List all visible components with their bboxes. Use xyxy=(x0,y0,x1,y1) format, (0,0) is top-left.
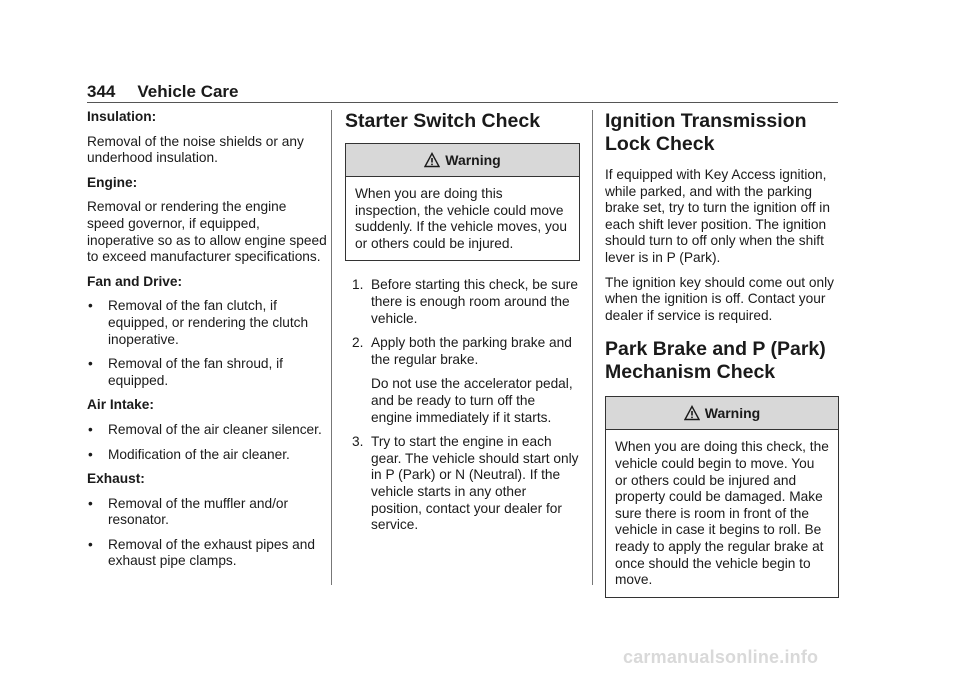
air-intake-heading: Air Intake: xyxy=(87,397,154,413)
warning-triangle-icon xyxy=(424,152,440,168)
insulation-heading: Insulation: xyxy=(87,109,157,124)
header-rule xyxy=(87,102,838,103)
list-item: 2. Apply both the parking brake and the regular brake. xyxy=(352,335,572,367)
ignition-paragraph-1: If equipped with Key Access ignition, while parked, and with the parking brake set, try to turn the ignition off in each shift lever position. The ignition should turn to off only when the shift lever is in P (Park). xyxy=(605,167,830,265)
park-brake-title: Park Brake and P (Park) Mechanism Check xyxy=(605,338,826,384)
starter-switch-title: Starter Switch Check xyxy=(345,110,541,132)
list-item: • Removal of the exhaust pipes and exhaust pipe clamps. xyxy=(88,536,315,569)
list-item: • Removal of the muffler and/or resonator. xyxy=(88,495,289,528)
list-item: 3. Try to start the engine in each gear. The vehicle should start only in P (Park) or N (Neutral). If the vehicle starts in any other position, contact your dealer for service. xyxy=(352,434,579,533)
warning-label: Warning xyxy=(704,405,761,422)
left-column xyxy=(87,109,327,578)
step-note: Do not use the accelerator pedal, and be ready to turn off the engine immediately if it starts. xyxy=(371,376,573,425)
warning-triangle-icon xyxy=(684,405,700,421)
section-title: Vehicle Care xyxy=(137,82,239,101)
column-divider xyxy=(331,110,332,585)
watermark: carmanualsonline.info xyxy=(623,647,819,667)
list-item: • Modification of the air cleaner. xyxy=(88,446,290,462)
ignition-lock-title: Ignition Transmission Lock Check xyxy=(605,110,807,155)
warning-header xyxy=(606,397,838,430)
warning-text: When you are doing this check, the vehicle could begin to move. You or others could be injured and property could be damaged. Make sure there is room in front of the vehicle in case it begins to roll. Be ready to apply the regular brake at once should the vehicle begin to move. xyxy=(615,439,829,588)
engine-heading: Engine: xyxy=(87,174,138,190)
warning-box xyxy=(605,396,839,597)
engine-text: Removal or rendering the engine speed governor, if equipped, inoperative so as to allow engine speed to exceed manufacturer specifications. xyxy=(87,199,327,265)
list-item: • Removal of the fan shroud, if equipped. xyxy=(88,356,283,388)
warning-box xyxy=(345,143,580,261)
ignition-paragraph-2: The ignition key should come out only when the ignition is off. Contact your dealer if service is required. xyxy=(605,274,835,323)
warning-header xyxy=(346,144,579,177)
fan-heading: Fan and Drive: xyxy=(87,273,183,289)
middle-column xyxy=(345,110,580,542)
insulation-text: Removal of the noise shields or any underhood insulation. xyxy=(87,133,304,166)
warning-label: Warning xyxy=(445,152,501,168)
list-item: • Removal of the fan clutch, if equipped, or rendering the clutch inoperative. xyxy=(88,298,309,347)
list-item: • Removal of the air cleaner silencer. xyxy=(88,421,322,437)
exhaust-heading: Exhaust: xyxy=(87,471,145,487)
column-divider xyxy=(592,110,593,585)
page-header xyxy=(87,82,239,102)
list-item: 1. Before starting this check, be sure there is enough room around the vehicle. xyxy=(352,277,578,326)
right-column xyxy=(605,110,839,598)
warning-text: When you are doing this inspection, the vehicle could move suddenly. If the vehicle moves, you or others could be injured. xyxy=(355,186,568,251)
page-number: 344 xyxy=(87,82,116,101)
